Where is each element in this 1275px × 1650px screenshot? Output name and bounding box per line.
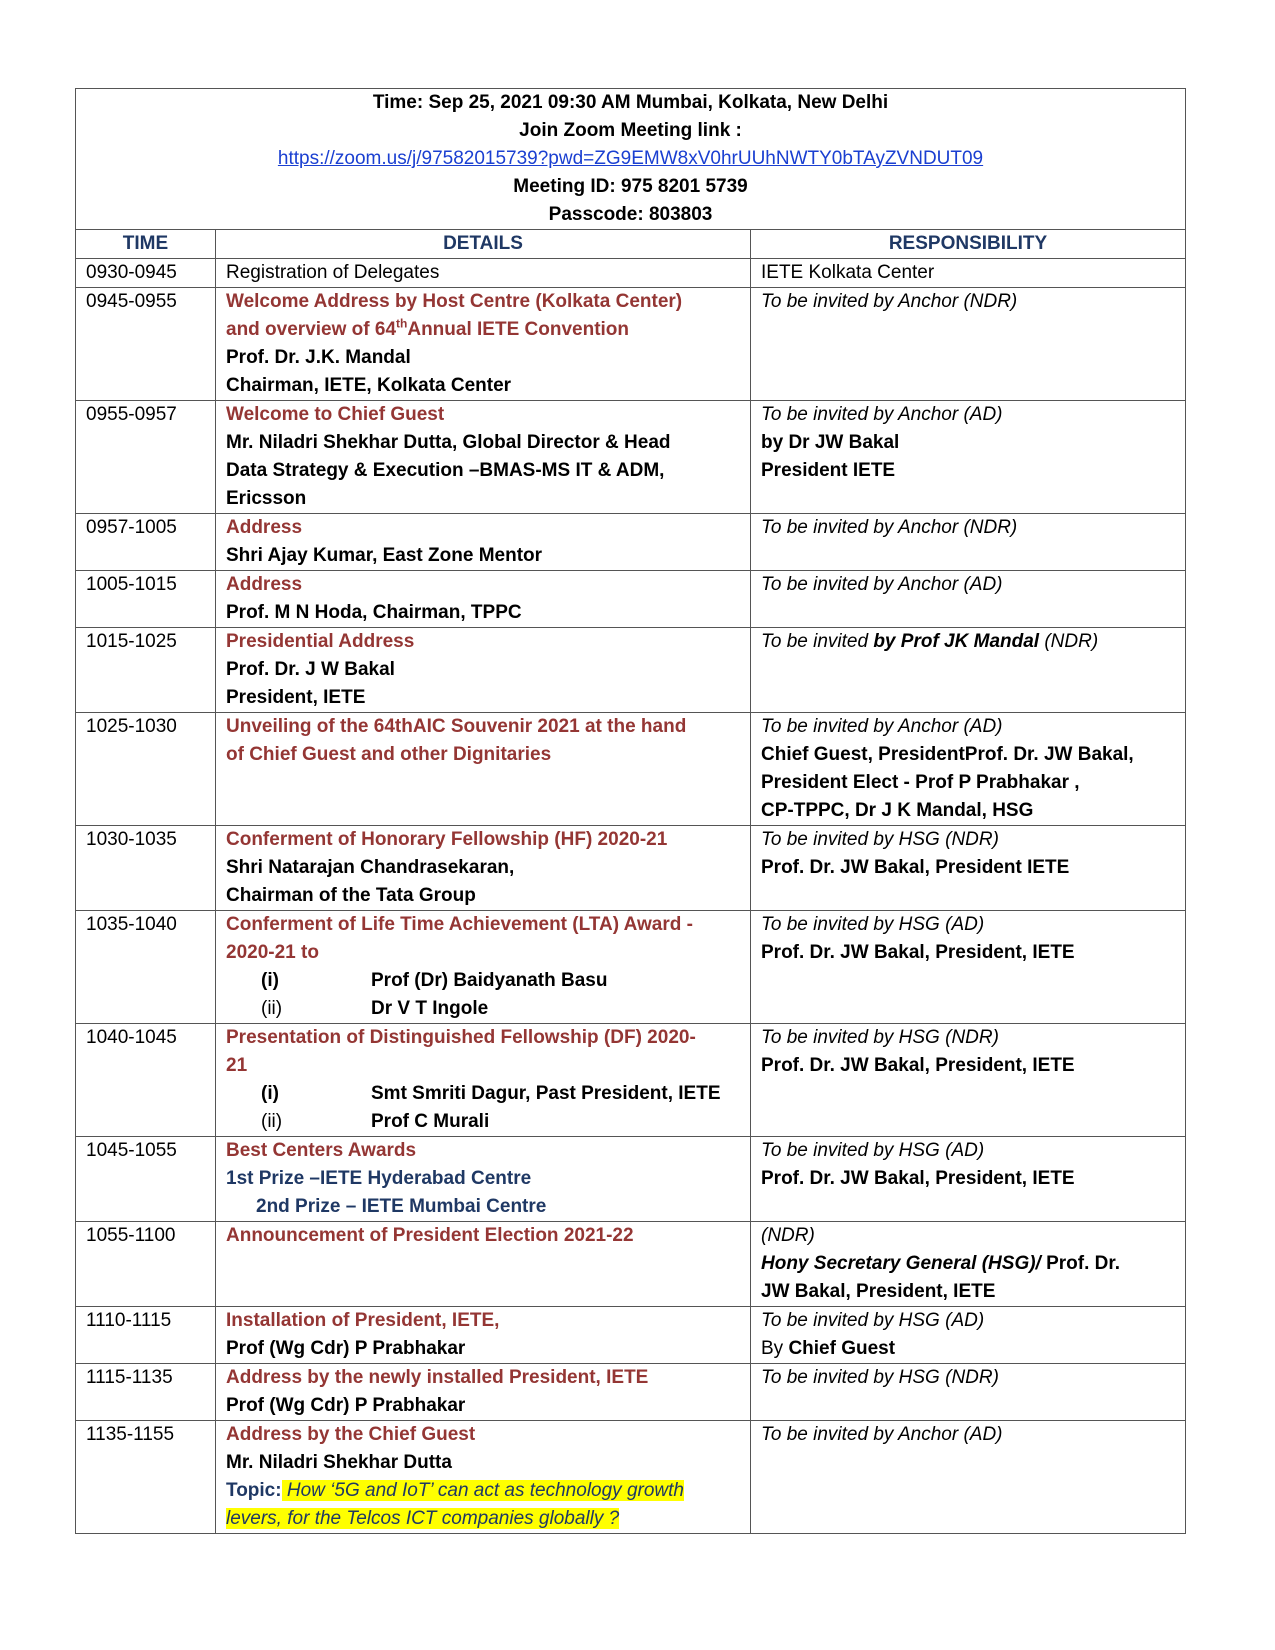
zoom-link[interactable]: https://zoom.us/j/97582015739?pwd=ZG9EMW8xV0hrUUhNWTY0bTAyZVNDUT09 [277, 148, 984, 169]
prize-first: 1st Prize –IETE Hyderabad Centre [226, 1168, 532, 1189]
table-row [76, 628, 1186, 713]
responsibility-text: To be invited by HSG (AD) [761, 914, 985, 935]
talk-topic: Topic: How ‘5G and IoT’ can act as technology growth [226, 1480, 684, 1501]
detail-text: Registration of Delegates [226, 262, 440, 283]
speaker-name: Prof (Wg Cdr) P Prabhakar [226, 1395, 466, 1416]
time-cell: 0957-1005 [76, 514, 216, 571]
responsibility-person: Prof. Dr. JW Bakal, President, IETE [761, 1168, 1075, 1189]
details-cell [216, 259, 751, 288]
item-title-cont: 21 [226, 1055, 248, 1076]
meeting-info-cell [76, 89, 1186, 230]
item-title: Address [226, 517, 303, 538]
col-header-details: DETAILS [216, 230, 751, 259]
time-cell: 1135-1155 [76, 1421, 216, 1534]
item-title: Conferment of Honorary Fellowship (HF) 2020-21 [226, 829, 668, 850]
responsibility-person: Prof. Dr. JW Bakal, President, IETE [761, 942, 1075, 963]
details-cell [216, 911, 751, 1024]
responsibility-cell [751, 259, 1186, 288]
agenda-document [75, 88, 1185, 1534]
time-cell: 1055-1100 [76, 1222, 216, 1307]
meeting-id: Meeting ID: 975 8201 5739 [513, 176, 748, 197]
table-row [76, 1307, 1186, 1364]
responsibility-text: To be invited by Anchor (NDR) [761, 291, 1018, 312]
prize-second: 2nd Prize – IETE Mumbai Centre [256, 1196, 547, 1217]
time-cell: 1045-1055 [76, 1137, 216, 1222]
item-title: Address by the newly installed President, IETE [226, 1367, 649, 1388]
responsibility-text: To be invited by Prof JK Mandal (NDR) [761, 631, 1099, 652]
table-row [76, 1137, 1186, 1222]
responsibility-text: (NDR) [761, 1225, 815, 1246]
speaker-role: Data Strategy & Execution –BMAS-MS IT & ADM, [226, 460, 665, 481]
item-title: Welcome to Chief Guest [226, 404, 445, 425]
time-cell: 1025-1030 [76, 713, 216, 826]
speaker-name: Prof. Dr. J W Bakal [226, 659, 395, 680]
awardee-item: (ii) Prof C Murali [261, 1111, 490, 1132]
details-cell [216, 1024, 751, 1137]
responsibility-text: To be invited by Anchor (AD) [761, 1424, 1003, 1445]
time-cell: 1035-1040 [76, 911, 216, 1024]
item-title: Welcome Address by Host Centre (Kolkata Center) [226, 291, 683, 312]
responsibility-cell [751, 911, 1186, 1024]
table-row [76, 514, 1186, 571]
table-row [76, 713, 1186, 826]
responsibility-text: To be invited by Anchor (AD) [761, 574, 1003, 595]
responsibility-text: To be invited by Anchor (AD) [761, 716, 1003, 737]
speaker-org: Ericsson [226, 488, 307, 509]
col-header-responsibility: RESPONSIBILITY [751, 230, 1186, 259]
responsibility-person: Hony Secretary General (HSG)/ Prof. Dr. [761, 1253, 1121, 1274]
details-cell [216, 713, 751, 826]
awardee-item: (i) Prof (Dr) Baidyanath Basu [261, 970, 608, 991]
responsibility-text: To be invited by HSG (NDR) [761, 829, 999, 850]
responsibility-cell [751, 1307, 1186, 1364]
responsibility-text: To be invited by HSG (AD) [761, 1310, 985, 1331]
item-title: Conferment of Life Time Achievement (LTA) Award - [226, 914, 693, 935]
speaker-name: Prof (Wg Cdr) P Prabhakar [226, 1338, 466, 1359]
details-cell [216, 826, 751, 911]
responsibility-person: By Chief Guest [761, 1338, 896, 1359]
table-row [76, 826, 1186, 911]
details-cell [216, 1421, 751, 1534]
details-cell [216, 1137, 751, 1222]
item-title-cont: of Chief Guest and other Dignitaries [226, 744, 552, 765]
responsibility-person: Chief Guest, PresidentProf. Dr. JW Bakal, [761, 744, 1134, 765]
responsibility-person: CP-TPPC, Dr J K Mandal, HSG [761, 800, 1034, 821]
time-cell: 1030-1035 [76, 826, 216, 911]
speaker-role: Chairman of the Tata Group [226, 885, 476, 906]
speaker-name: Mr. Niladri Shekhar Dutta [226, 1452, 452, 1473]
responsibility-cell [751, 401, 1186, 514]
responsibility-person: JW Bakal, President, IETE [761, 1281, 996, 1302]
responsibility-cell [751, 1024, 1186, 1137]
time-cell: 1005-1015 [76, 571, 216, 628]
speaker-name: Prof. Dr. J.K. Mandal [226, 347, 411, 368]
item-title-cont: and overview of 64thAnnual IETE Convention [226, 316, 630, 340]
talk-topic-cont: levers, for the Telcos ICT companies globally ? [226, 1508, 620, 1529]
speaker-role: Chairman, IETE, Kolkata Center [226, 375, 512, 396]
time-cell: 0930-0945 [76, 259, 216, 288]
responsibility-text: To be invited by HSG (NDR) [761, 1027, 999, 1048]
responsibility-cell [751, 713, 1186, 826]
responsibility-cell [751, 571, 1186, 628]
responsibility-cell [751, 514, 1186, 571]
item-title: Best Centers Awards [226, 1140, 417, 1161]
responsibility-person: President Elect - Prof P Prabhakar , [761, 772, 1080, 793]
item-title: Announcement of President Election 2021-22 [226, 1225, 634, 1246]
table-row [76, 1024, 1186, 1137]
details-cell [216, 288, 751, 401]
item-title: Presidential Address [226, 631, 415, 652]
item-title: Presentation of Distinguished Fellowship (DF) 2020- [226, 1027, 696, 1048]
details-cell [216, 1307, 751, 1364]
awardee-item: (ii) Dr V T Ingole [261, 998, 489, 1019]
responsibility-person: Prof. Dr. JW Bakal, President, IETE [761, 1055, 1075, 1076]
responsibility-text: IETE Kolkata Center [761, 262, 935, 283]
item-title: Installation of President, IETE, [226, 1310, 500, 1331]
passcode: Passcode: 803803 [548, 204, 713, 225]
responsibility-text: To be invited by HSG (AD) [761, 1140, 985, 1161]
responsibility-cell [751, 628, 1186, 713]
item-title: Address [226, 574, 303, 595]
table-row [76, 1222, 1186, 1307]
details-cell [216, 628, 751, 713]
table-row [76, 259, 1186, 288]
time-cell: 1115-1135 [76, 1364, 216, 1421]
responsibility-cell [751, 1222, 1186, 1307]
responsibility-person: Prof. Dr. JW Bakal, President IETE [761, 857, 1070, 878]
time-cell: 1110-1115 [76, 1307, 216, 1364]
responsibility-cell [751, 1137, 1186, 1222]
details-cell [216, 1222, 751, 1307]
table-row [76, 1364, 1186, 1421]
speaker-role: President, IETE [226, 687, 366, 708]
table-row [76, 288, 1186, 401]
speaker-name: Mr. Niladri Shekhar Dutta, Global Director & Head [226, 432, 671, 453]
item-title: Address by the Chief Guest [226, 1424, 476, 1445]
responsibility-text: To be invited by Anchor (AD) [761, 404, 1003, 425]
responsibility-person: by Dr JW Bakal [761, 432, 900, 453]
agenda-table [75, 88, 1186, 1534]
responsibility-cell [751, 826, 1186, 911]
table-row [76, 571, 1186, 628]
table-row [76, 1421, 1186, 1534]
details-cell [216, 1364, 751, 1421]
column-header-row [76, 230, 1186, 259]
responsibility-cell [751, 1421, 1186, 1534]
responsibility-text: To be invited by Anchor (NDR) [761, 517, 1018, 538]
awardee-item: (i) Smt Smriti Dagur, Past President, IETE [261, 1083, 721, 1104]
details-cell [216, 571, 751, 628]
meeting-info-row [76, 89, 1186, 230]
join-label: Join Zoom Meeting link : [519, 120, 742, 141]
responsibility-role: President IETE [761, 460, 896, 481]
table-row [76, 911, 1186, 1024]
responsibility-cell [751, 288, 1186, 401]
meeting-time: Time: Sep 25, 2021 09:30 AM Mumbai, Kolkata, New Delhi [372, 92, 889, 113]
details-cell [216, 401, 751, 514]
item-title-cont: 2020-21 to [226, 942, 319, 963]
time-cell: 0945-0955 [76, 288, 216, 401]
responsibility-text: To be invited by HSG (NDR) [761, 1367, 999, 1388]
speaker-name: Shri Ajay Kumar, East Zone Mentor [226, 545, 543, 566]
speaker-name: Shri Natarajan Chandrasekaran, [226, 857, 515, 878]
time-cell: 0955-0957 [76, 401, 216, 514]
item-title: Unveiling of the 64thAIC Souvenir 2021 at the hand [226, 716, 687, 737]
details-cell [216, 514, 751, 571]
table-row [76, 401, 1186, 514]
responsibility-cell [751, 1364, 1186, 1421]
time-cell: 1040-1045 [76, 1024, 216, 1137]
time-cell: 1015-1025 [76, 628, 216, 713]
col-header-time: TIME [76, 230, 216, 259]
speaker-name: Prof. M N Hoda, Chairman, TPPC [226, 602, 522, 623]
